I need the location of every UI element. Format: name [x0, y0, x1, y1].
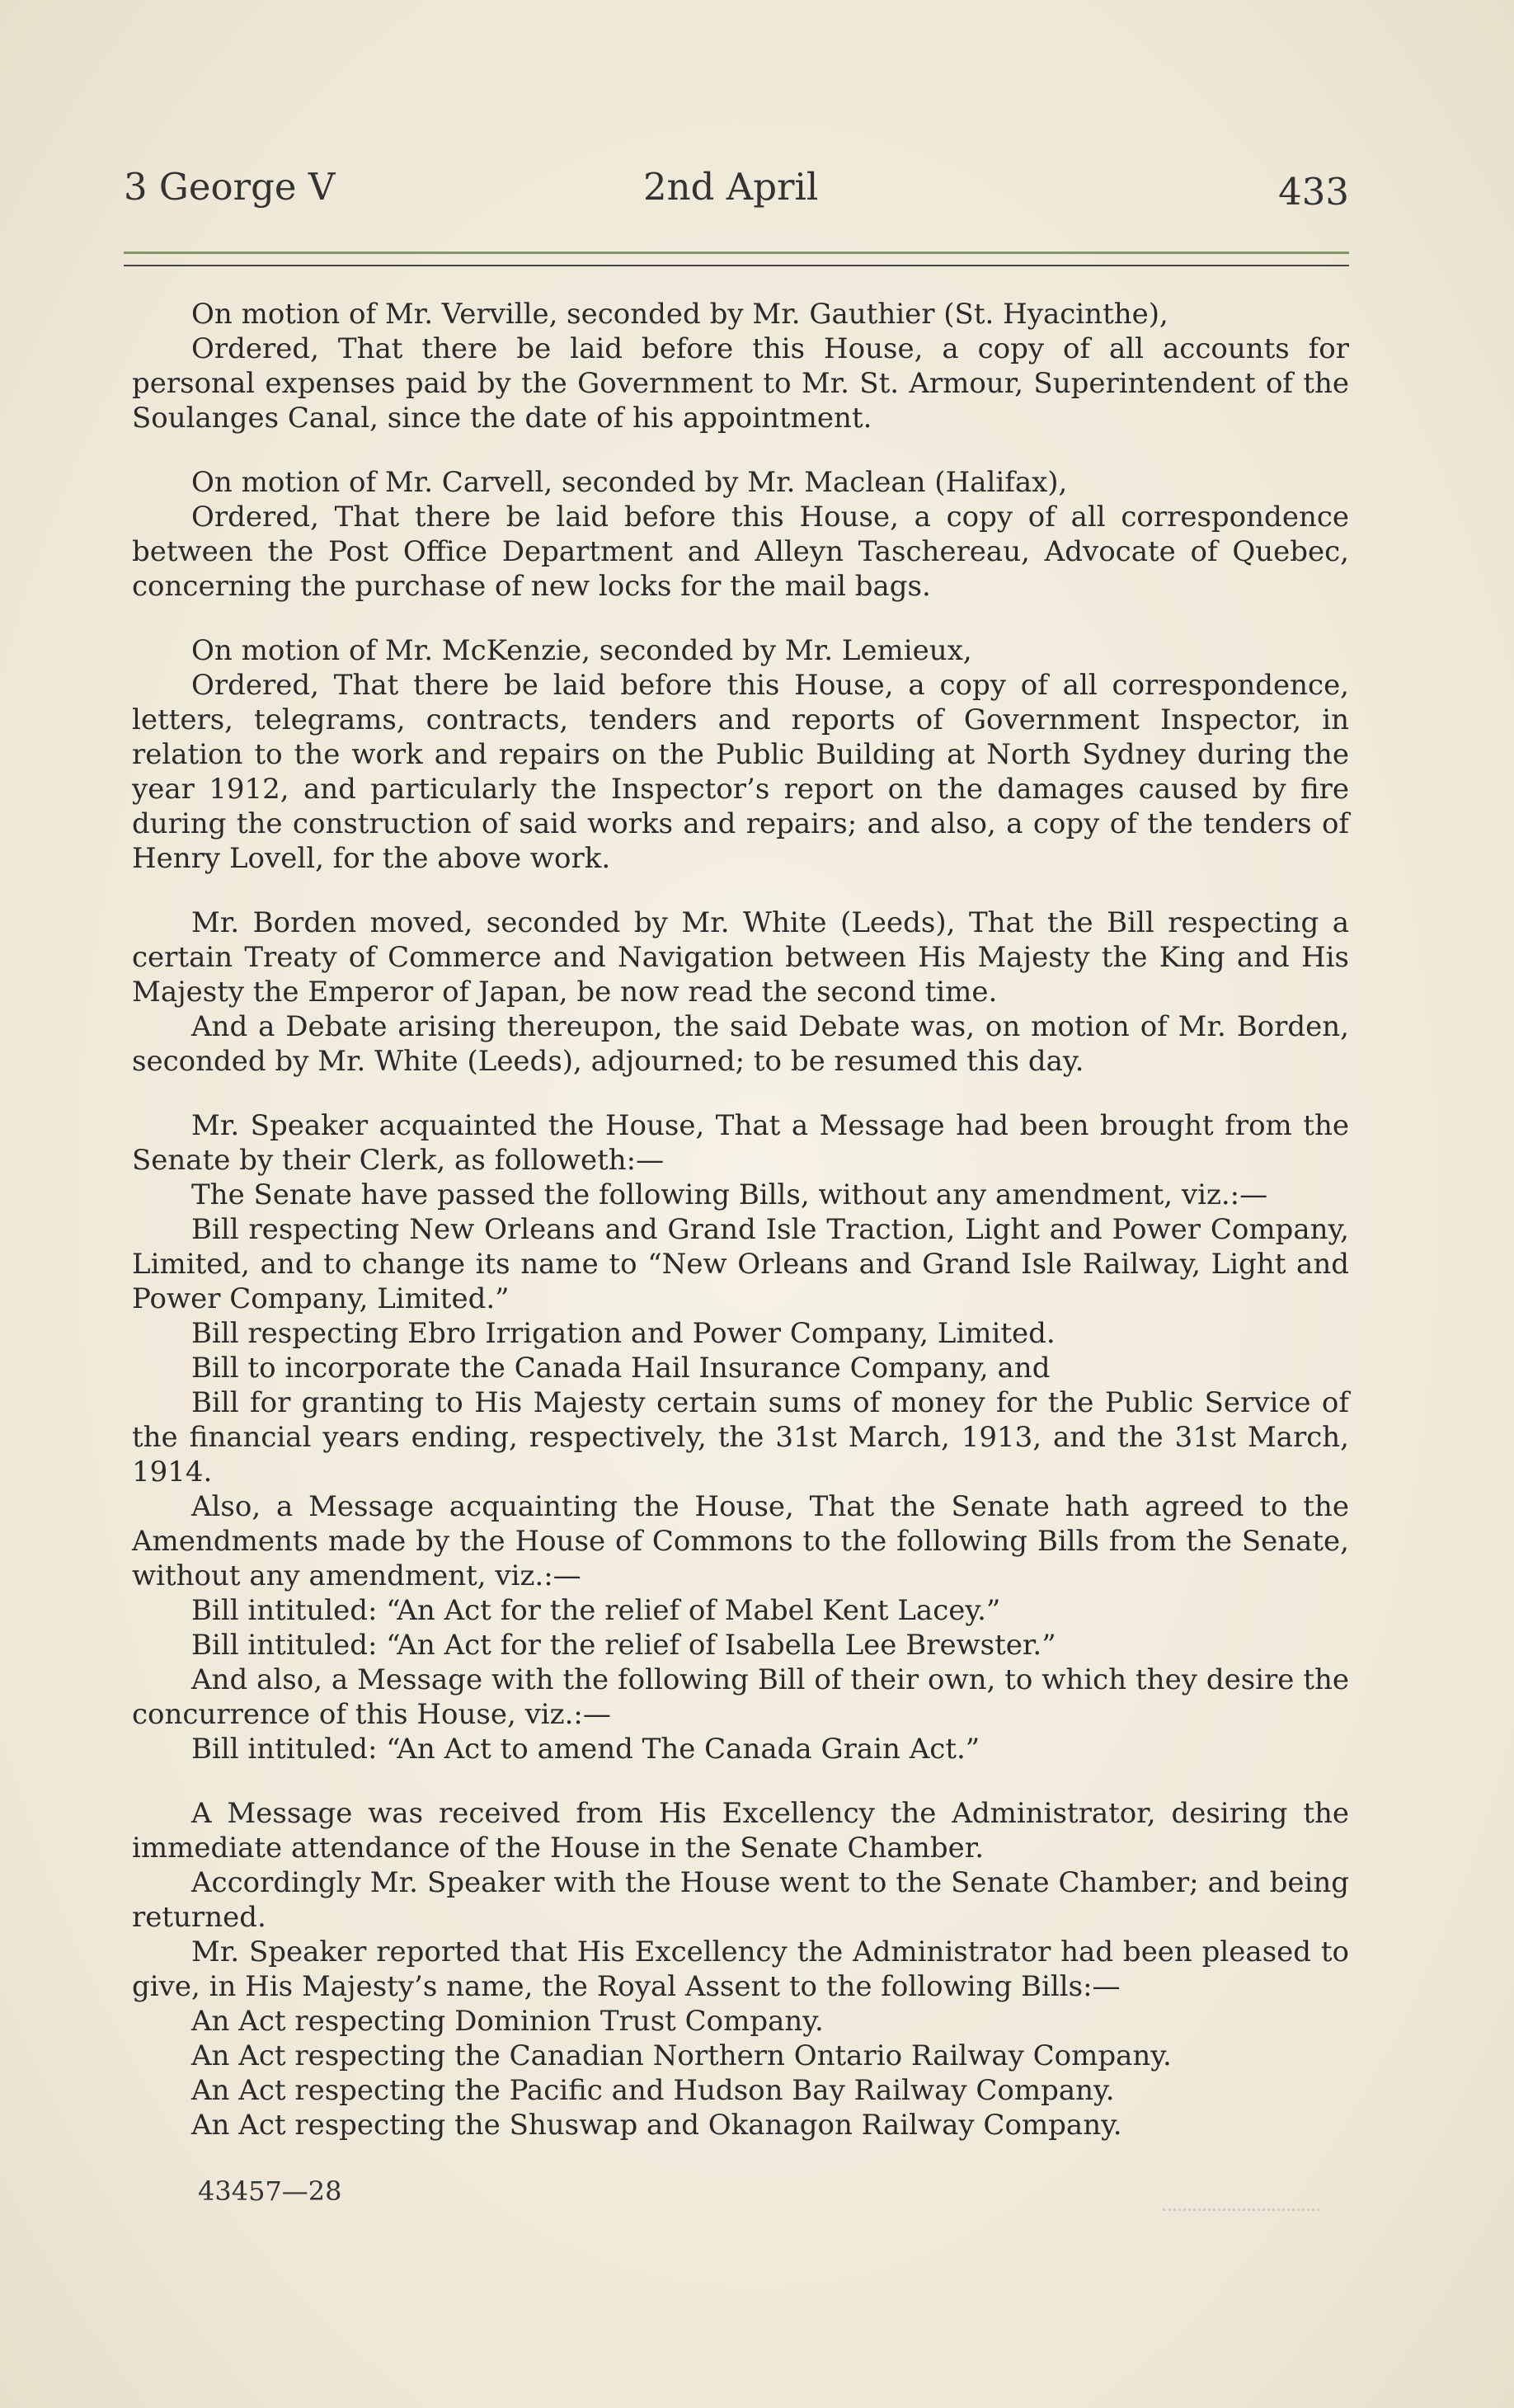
- paragraph: The Senate have passed the following Bills, without any amendment, viz.:—: [191, 1178, 1268, 1211]
- paragraph: Bill respecting New Orleans and Grand Isle Traction, Light and Power Company, Limited, and to change its name to “New Orleans and Grand Isle Railway, Light and Power Company, Limited.”: [132, 1213, 1349, 1315]
- paragraph: On motion of Mr. Carvell, seconded by Mr. Maclean (Halifax),: [191, 466, 1068, 499]
- paragraph: Mr. Speaker acquainted the House, That a Message had been brought from the Senate by their Clerk, as followeth:—: [132, 1109, 1349, 1177]
- header-rule-top: [124, 252, 1349, 254]
- paragraph: Mr. Speaker reported that His Excellency the Administrator had been pleased to give, in His Majesty’s name, the Royal Assent to the following Bills:—: [132, 1935, 1349, 2003]
- paragraph: And a Debate arising thereupon, the said Debate was, on motion of Mr. Borden, seconded by Mr. White (Leeds), adjourned; to be resumed this day.: [132, 1010, 1349, 1078]
- paragraph: An Act respecting the Shuswap and Okanagon Railway Company.: [191, 2109, 1122, 2142]
- paragraph: Ordered, That there be laid before this House, a copy of all accounts for personal expenses paid by the Government to Mr. St. Armour, Superintendent of the Soulanges Canal, since the date of his appointment.: [132, 332, 1349, 435]
- paragraph: Bill intituled: “An Act to amend The Canada Grain Act.”: [191, 1733, 980, 1766]
- paragraph: Bill to incorporate the Canada Hail Insurance Company, and: [191, 1352, 1051, 1385]
- page-number: 433: [1278, 170, 1349, 214]
- paragraph: And also, a Message with the following Bill of their own, to which they desire the concurrence of this House, viz.:—: [132, 1663, 1349, 1731]
- paragraph: On motion of Mr. Verville, seconded by Mr. Gauthier (St. Hyacinthe),: [191, 298, 1168, 331]
- paragraph: A Message was received from His Excellency the Administrator, desiring the immediate attendance of the House in the Senate Chamber.: [132, 1797, 1349, 1865]
- paragraph: Ordered, That there be laid before this House, a copy of all correspondence between the Post Office Department and Alleyn Taschereau, Advocate of Quebec, concerning the purchase of new locks for the mail bags.: [132, 501, 1349, 603]
- paragraph: Accordingly Mr. Speaker with the House went to the Senate Chamber; and being returned.: [132, 1866, 1349, 1934]
- paragraph: On motion of Mr. McKenzie, seconded by Mr. Lemieux,: [191, 634, 972, 667]
- paragraph: An Act respecting the Pacific and Hudson Bay Railway Company.: [191, 2074, 1115, 2107]
- page-header: [124, 165, 1349, 223]
- paragraph: Bill for granting to His Majesty certain sums of money for the Public Service of the financial years ending, respectively, the 31st March, 1913, and the 31st March, 1914.: [132, 1386, 1349, 1489]
- header-rule-bottom: [124, 265, 1349, 266]
- page-body: [132, 297, 1349, 2142]
- paragraph: Bill respecting Ebro Irrigation and Power Company, Limited.: [191, 1317, 1056, 1350]
- faint-stamp-mark: [1163, 2184, 1319, 2211]
- paragraph: Also, a Message acquainting the House, That the Senate hath agreed to the Amendments made by the House of Commons to the following Bills from the Senate, without any amendment, viz.:—: [132, 1490, 1349, 1592]
- date-heading: 2nd April: [643, 165, 819, 209]
- signature-code: 43457—28: [198, 2175, 342, 2207]
- paragraph: An Act respecting Dominion Trust Company.: [191, 2005, 824, 2038]
- regnal-year: 3 George V: [124, 165, 336, 209]
- paragraph: Ordered, That there be laid before this House, a copy of all correspondence, letters, telegrams, contracts, tenders and reports of Government Inspector, in relation to the work and repairs on the Public Building at North Sydney during the year 1912, and particularly the Inspector’s report on the damages caused by fire during the construction of said works and repairs; and also, a copy of the tenders of Henry Lovell, for the above work.: [132, 669, 1349, 875]
- paragraph: An Act respecting the Canadian Northern Ontario Railway Company.: [191, 2039, 1172, 2072]
- paragraph: Mr. Borden moved, seconded by Mr. White (Leeds), That the Bill respecting a certain Treaty of Commerce and Navigation between His Majesty the King and His Majesty the Emperor of Japan, be now read the second time.: [132, 906, 1349, 1009]
- paragraph: Bill intituled: “An Act for the relief of Isabella Lee Brewster.”: [191, 1629, 1056, 1662]
- paragraph: Bill intituled: “An Act for the relief of Mabel Kent Lacey.”: [191, 1594, 1001, 1627]
